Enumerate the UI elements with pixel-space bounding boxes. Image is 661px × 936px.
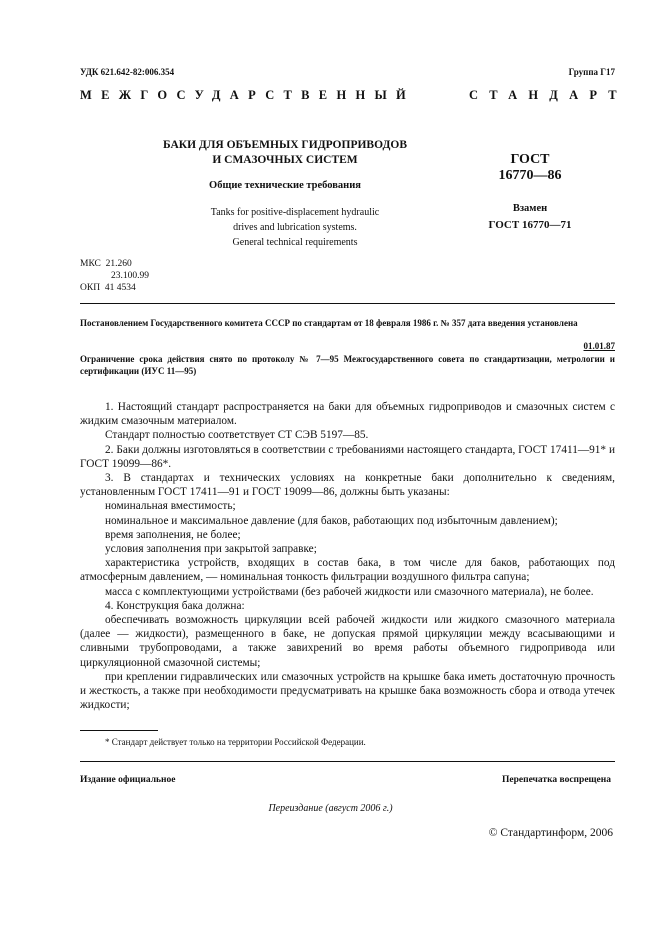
reprint-prohibited: Перепечатка воспрещена	[501, 775, 611, 785]
footnote-rule	[80, 730, 158, 731]
banner-right: СТАНДАРТ	[469, 88, 628, 102]
mks-code-2: 23.100.99	[111, 271, 149, 281]
document-subtitle: Общие технические требования	[209, 180, 361, 191]
title-line-1: БАКИ ДЛЯ ОБЪЕМНЫХ ГИДРОПРИВОДОВ	[163, 139, 407, 151]
paragraph: 2. Баки должны изготовляться в соответствии с требованиями настоящего стандарта, ГОСТ 17411—91* и ГОСТ 19099—86*.	[80, 443, 615, 470]
paragraph: номинальная вместимость;	[105, 500, 236, 513]
group-code: Группа Г17	[568, 67, 615, 77]
mks-code-1: 21.260	[105, 259, 132, 269]
document-title	[140, 138, 430, 168]
footnote: * Стандарт действует только на территории Российской Федерации.	[105, 737, 366, 747]
paragraph: Стандарт полностью соответствует СТ СЭВ 5197—85.	[105, 429, 369, 442]
decree-text: Постановлением Государственного комитета СССР по стандартам от 18 февраля 1986 г. № 357 дата введения установлена	[80, 318, 578, 328]
banner-left: МЕЖГОСУДАРСТВЕННЫЙ	[80, 88, 416, 102]
paragraph: время заполнения, не более;	[105, 528, 241, 541]
paragraph: условия заполнения при закрытой заправке;	[105, 543, 317, 556]
okp-label: ОКП	[80, 283, 101, 293]
okp-code: 41 4534	[104, 283, 136, 293]
udk-code: УДК 621.642-82:006.354	[80, 67, 175, 77]
english-title-line-2: drives and lubrication systems.	[233, 222, 357, 233]
classification-codes	[80, 258, 149, 294]
paragraph: характеристика устройств, входящих в состав бака, в том числе для баков, работающих под атмосферным давлением, — номинальная тонкость фильтрации воздушного фильтра сапуна;	[80, 557, 615, 584]
paragraph: обеспечивать возможность циркуляции всей рабочей жидкости или жидкого смазочного материала (далее — жидкости), размещенного в баке, не допуская прямой циркуляции между всасывающими и сливными трубопроводами, а также завихрений во время работы объемного гидропривода или циркуляционной смазочной системы;	[80, 614, 615, 669]
limitation-text: Ограничение срока действия снято по протоколу № 7—95 Межгосударственного совета по стандартизации, метрологии и сертификации (ИУС 11—95)	[80, 354, 615, 376]
gost-label: ГОСТ	[510, 152, 550, 167]
paragraph: 4. Конструкция бака должна:	[105, 599, 245, 612]
edition-official: Издание официальное	[80, 775, 176, 785]
mks-label: МКС	[80, 259, 101, 269]
reissue-note: Переиздание (август 2006 г.)	[268, 803, 393, 814]
old-gost: ГОСТ 16770—71	[488, 219, 572, 231]
standard-banner	[80, 88, 415, 103]
english-title	[150, 205, 440, 250]
title-line-2: И СМАЗОЧНЫХ СИСТЕМ	[212, 154, 358, 166]
gost-number: 16770—86	[498, 168, 562, 183]
paragraph: масса с комплектующими устройствами (без рабочей жидкости или смазочного материала), не более.	[105, 585, 594, 598]
copyright: © Стандартинформ, 2006	[488, 827, 613, 839]
divider-top	[80, 303, 615, 304]
decree-date: 01.01.87	[583, 341, 615, 351]
english-title-line-3: General technical requirements	[232, 237, 358, 248]
paragraph: 1. Настоящий стандарт распространяется на баки для объемных гидроприводов и смазочных систем с жидким смазочным материалом.	[80, 401, 615, 428]
english-title-line-1: Tanks for positive-displacement hydraulic	[210, 207, 380, 218]
paragraph: при креплении гидравлических или смазочных устройств на крышке бака иметь достаточную прочность и жесткость, а также при необходимости предусматривать на крышке бака возможность сбора и отвода утечек жидкости;	[80, 670, 615, 712]
replaces-label: Взамен	[512, 203, 548, 214]
divider-bottom	[80, 761, 615, 762]
paragraph: номинальное и максимальное давление (для баков, работающих под избыточным давлением);	[105, 514, 558, 527]
main-text	[80, 400, 615, 712]
paragraph: 3. В стандартах и технических условиях на конкретные баки дополнительно к сведениям, установленным ГОСТ 17411—91 и ГОСТ 19099—86, должны быть указаны:	[80, 472, 615, 499]
